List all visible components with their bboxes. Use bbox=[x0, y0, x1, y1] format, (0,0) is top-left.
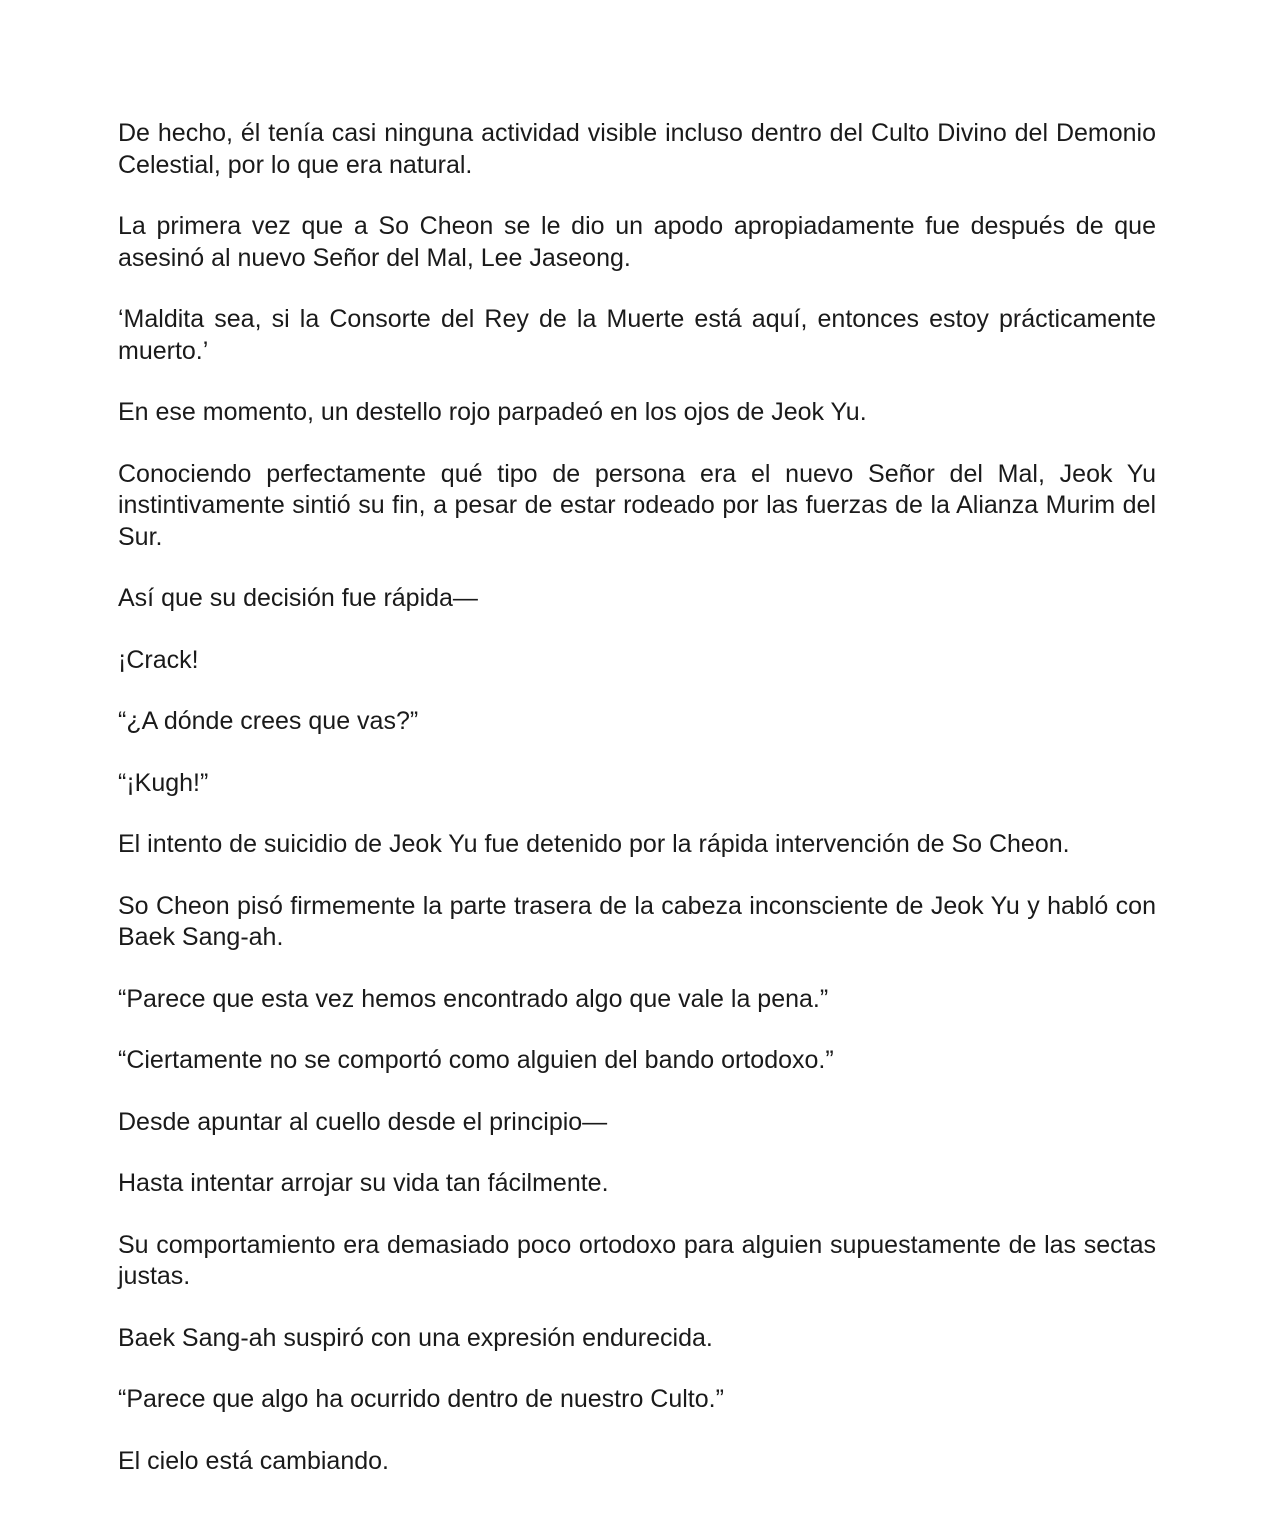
paragraph: ¡Crack! bbox=[118, 645, 199, 674]
paragraph: El cielo está cambiando. bbox=[118, 1446, 389, 1475]
paragraph: ‘Maldita sea, si la Consorte del Rey de la Muerte está aquí, entonces estoy prácticamente muerto.’ bbox=[118, 305, 1156, 365]
paragraph: “Ciertamente no se comportó como alguien del bando ortodoxo.” bbox=[118, 1046, 834, 1074]
paragraph: Su comportamiento era demasiado poco ortodoxo para alguien supuestamente de las sectas justas. bbox=[118, 1230, 1156, 1290]
paragraph: “Parece que algo ha ocurrido dentro de nuestro Culto.” bbox=[118, 1385, 724, 1413]
paragraph: Así que su decisión fue rápida— bbox=[118, 584, 478, 612]
paragraph: Conociendo perfectamente qué tipo de persona era el nuevo Señor del Mal, Jeok Yu instintivamente sintió su fin, a pesar de estar rodeado por las fuerzas de la Alianza Murim del Sur. bbox=[118, 459, 1156, 551]
paragraph: Hasta intentar arrojar su vida tan fácilmente. bbox=[118, 1169, 609, 1197]
paragraph: El intento de suicidio de Jeok Yu fue detenido por la rápida intervención de So Cheon. bbox=[118, 830, 1070, 858]
paragraph: “¿A dónde crees que vas?” bbox=[118, 707, 419, 735]
paragraph: “Parece que esta vez hemos encontrado algo que vale la pena.” bbox=[118, 984, 829, 1013]
document-page bbox=[118, 118, 1156, 1477]
paragraph: Desde apuntar al cuello desde el principio— bbox=[118, 1107, 608, 1136]
paragraph: “¡Kugh!” bbox=[118, 768, 209, 797]
paragraph: De hecho, él tenía casi ninguna actividad visible incluso dentro del Culto Divino del Demonio Celestial, por lo que era natural. bbox=[118, 119, 1156, 179]
paragraph: So Cheon pisó firmemente la parte trasera de la cabeza inconsciente de Jeok Yu y habló con Baek Sang-ah. bbox=[118, 891, 1156, 951]
paragraph: La primera vez que a So Cheon se le dio un apodo apropiadamente fue después de que asesinó al nuevo Señor del Mal, Lee Jaseong. bbox=[118, 212, 1156, 272]
paragraph: Baek Sang-ah suspiró con una expresión endurecida. bbox=[118, 1323, 713, 1352]
paragraph: En ese momento, un destello rojo parpadeó en los ojos de Jeok Yu. bbox=[118, 398, 867, 426]
